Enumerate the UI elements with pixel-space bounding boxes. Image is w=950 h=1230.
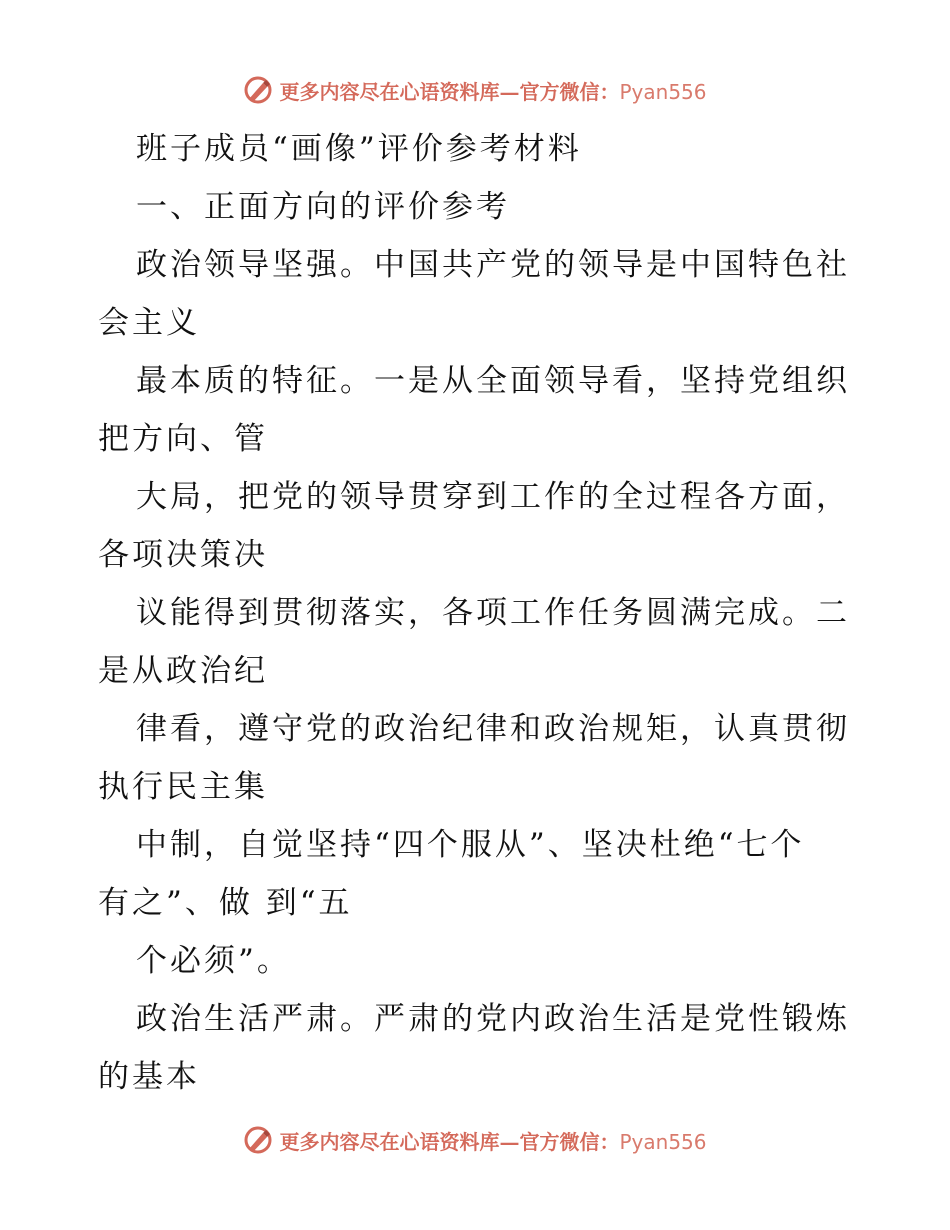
header-banner-text (279, 76, 706, 105)
body-line: 大局，把党的领导贯穿到工作的全过程各方面， (136, 479, 850, 515)
footer-watermark-banner (0, 1120, 950, 1160)
body-line: 中制，自觉坚持“四个服从”、坚决杜绝“七个 (136, 827, 805, 863)
footer-banner-wechat-id: Pyan556 (619, 1129, 707, 1154)
body-line: 最本质的特征。一是从全面领导看，坚持党组织 (136, 363, 850, 399)
document-title: 班子成员“画像”评价参考材料 (136, 131, 582, 167)
section-heading: 一、正面方向的评价参考 (136, 189, 510, 225)
document-body (98, 120, 858, 1106)
body-line: 政治领导坚强。中国共产党的领导是中国特色社 (136, 247, 850, 283)
body-line: 把方向、管 (98, 421, 268, 457)
body-line: 律看，遵守党的政治纪律和政治规矩，认真贯彻 (136, 711, 850, 747)
body-line: 会主义 (98, 305, 200, 341)
body-line: 个必须”。 (136, 943, 291, 979)
body-line: 有之”、做 到“五 (98, 885, 353, 921)
header-watermark-banner (0, 70, 950, 110)
body-line: 执行民主集 (98, 769, 268, 805)
pen-logo-icon (243, 1125, 273, 1155)
header-banner-label: 更多内容尽在心语资料库—官方微信： (279, 79, 620, 104)
body-line: 是从政治纪 (98, 653, 268, 689)
body-line: 的基本 (98, 1059, 200, 1095)
header-banner-wechat-id: Pyan556 (619, 79, 707, 104)
footer-banner-label: 更多内容尽在心语资料库—官方微信： (279, 1129, 620, 1154)
body-line: 议能得到贯彻落实，各项工作任务圆满完成。二 (136, 595, 850, 631)
pen-logo-icon (243, 75, 273, 105)
footer-banner-text (279, 1126, 706, 1155)
body-line: 政治生活严肃。严肃的党内政治生活是党性锻炼 (136, 1001, 850, 1037)
body-line: 各项决策决 (98, 537, 268, 573)
